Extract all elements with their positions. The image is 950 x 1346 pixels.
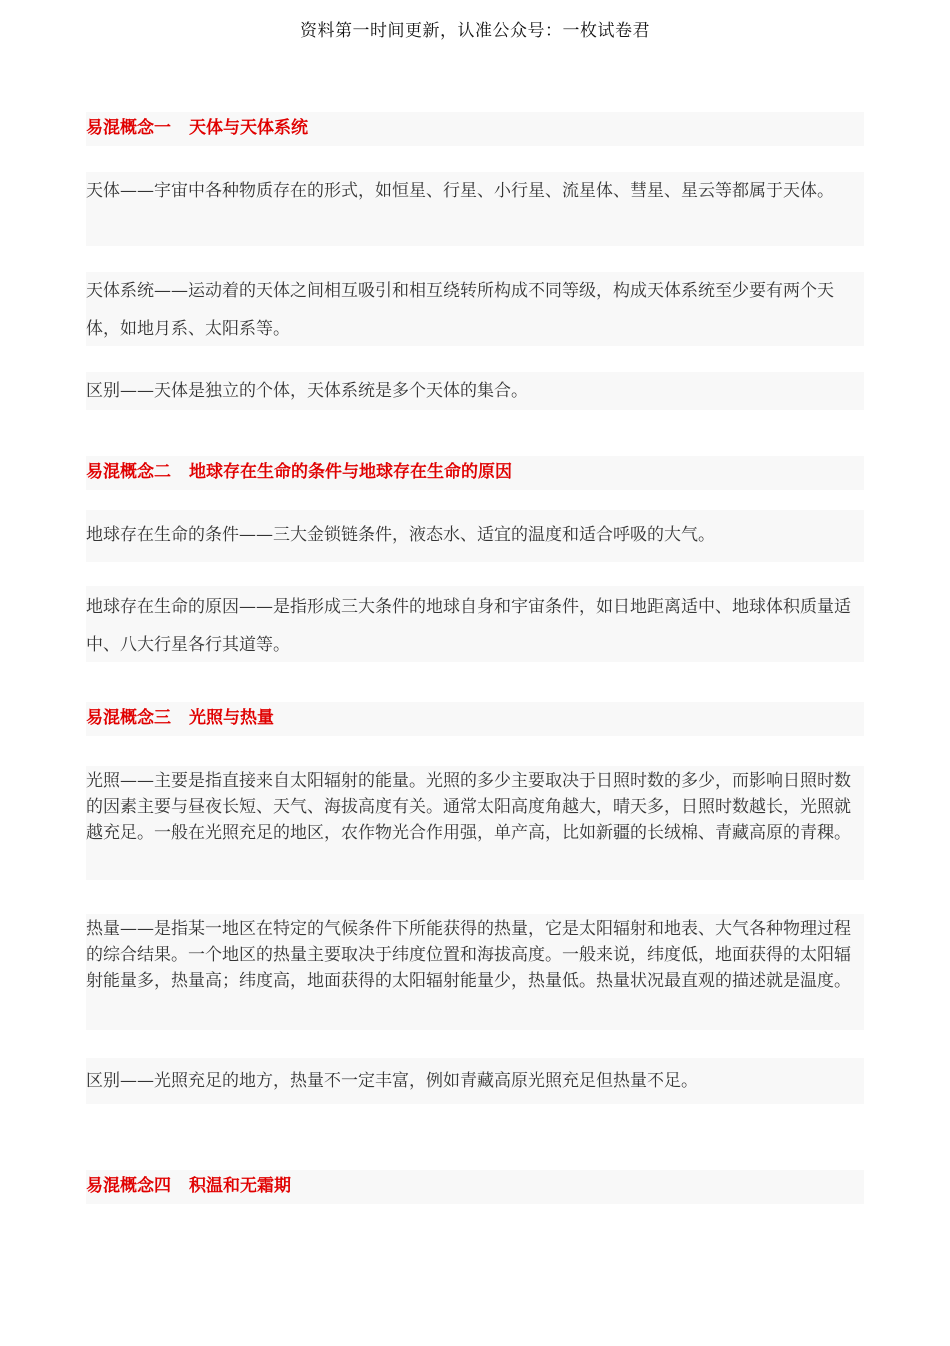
page-header: 资料第一时间更新，认准公众号：一枚试卷君 bbox=[300, 21, 650, 41]
section-label: 易混概念四 bbox=[86, 1176, 171, 1196]
section-title: 积温和无霜期 bbox=[189, 1176, 291, 1196]
paragraph: 区别——天体是独立的个体，天体系统是多个天体的集合。 bbox=[86, 372, 864, 410]
section-heading-4 bbox=[86, 1170, 864, 1204]
paragraph: 地球存在生命的条件——三大金锁链条件，液态水、适宜的温度和适合呼吸的大气。 bbox=[86, 510, 864, 562]
section-title: 天体与天体系统 bbox=[189, 118, 308, 138]
section-label: 易混概念一 bbox=[86, 118, 171, 138]
section-label: 易混概念三 bbox=[86, 708, 171, 728]
paragraph: 天体——宇宙中各种物质存在的形式，如恒星、行星、小行星、流星体、彗星、星云等都属于天体。 bbox=[86, 172, 864, 246]
section-title: 地球存在生命的条件与地球存在生命的原因 bbox=[189, 462, 512, 482]
section-title: 光照与热量 bbox=[189, 708, 274, 728]
paragraph: 地球存在生命的原因——是指形成三大条件的地球自身和宇宙条件，如日地距离适中、地球体积质量适中、八大行星各行其道等。 bbox=[86, 586, 864, 662]
section-label: 易混概念二 bbox=[86, 462, 171, 482]
section-heading-3 bbox=[86, 702, 864, 736]
paragraph: 区别——光照充足的地方，热量不一定丰富，例如青藏高原光照充足但热量不足。 bbox=[86, 1058, 864, 1104]
section-heading-1 bbox=[86, 112, 864, 146]
paragraph: 热量——是指某一地区在特定的气候条件下所能获得的热量，它是太阳辐射和地表、大气各种物理过程的综合结果。一个地区的热量主要取决于纬度位置和海拔高度。一般来说，纬度低，地面获得的太阳辐射能量多，热量高；纬度高，地面获得的太阳辐射能量少，热量低。热量状况最直观的描述就是温度。 bbox=[86, 914, 864, 1030]
section-heading-2 bbox=[86, 456, 864, 490]
paragraph: 光照——主要是指直接来自太阳辐射的能量。光照的多少主要取决于日照时数的多少，而影响日照时数的因素主要与昼夜长短、天气、海拔高度有关。通常太阳高度角越大，晴天多，日照时数越长，光照就越充足。一般在光照充足的地区，农作物光合作用强，单产高，比如新疆的长绒棉、青藏高原的青稞。 bbox=[86, 766, 864, 880]
paragraph: 天体系统——运动着的天体之间相互吸引和相互绕转所构成不同等级，构成天体系统至少要有两个天体，如地月系、太阳系等。 bbox=[86, 272, 864, 346]
